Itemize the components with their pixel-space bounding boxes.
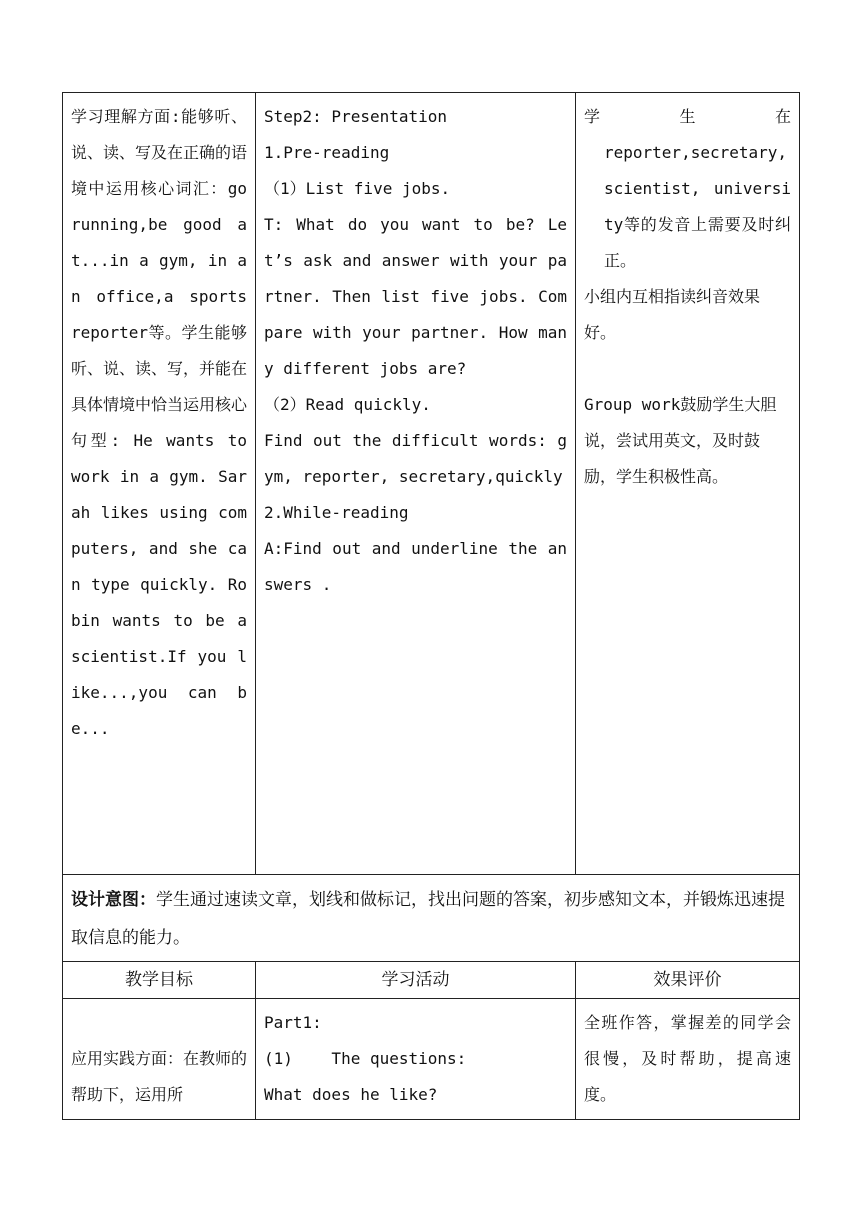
table-row [63, 93, 800, 875]
activity-line: （1）List five jobs. [264, 179, 451, 198]
activity-line: 1.Pre-reading [264, 143, 390, 162]
objective-cell [63, 999, 256, 1120]
activities-cell [256, 93, 576, 875]
lesson-plan-table [62, 92, 800, 1120]
evaluation-lead: 学 生 在 [584, 107, 791, 126]
objective-text: 应用实践方面：在教师的帮助下，运用所 [71, 1049, 248, 1104]
evaluation-text: reporter,secretary, scientist, university等的发音上需要及时纠正。 [604, 143, 791, 270]
design-intent-row [63, 875, 800, 962]
evaluation-text: 小组内互相指读纠音效果好。 [584, 287, 761, 342]
header-objective: 教学目标 [63, 962, 256, 999]
evaluation-text: 全班作答，掌握差的同学会很慢，及时帮助，提高速度。 [584, 1013, 791, 1104]
activity-line: T: What do you want to be? Let’s ask and answer with your partner. Then list five jobs. Compare with your partner. How many different jobs are? [264, 215, 567, 378]
evaluation-text: Group work鼓励学生大胆说，尝试用英文，及时鼓励，学生积极性高。 [584, 395, 777, 486]
activity-line: 2.While-reading [264, 503, 409, 522]
design-intent-cell [63, 875, 800, 962]
evaluation-cell [576, 999, 800, 1120]
evaluation-cell [576, 93, 800, 875]
activity-line: What does he like? [264, 1085, 438, 1104]
activity-line: Part1: [264, 1013, 322, 1032]
activity-line: A:Find out and underline the answers . [264, 539, 567, 594]
activity-line: Find out the difficult words: gym, reporter, secretary,quickly [264, 431, 567, 486]
header-activities: 学习活动 [256, 962, 576, 999]
activity-line: Step2: Presentation [264, 107, 448, 126]
activity-line: (1) The questions: [264, 1049, 467, 1068]
design-intent-text: 学生通过速读文章，划线和做标记，找出问题的答案，初步感知文本，并锻炼迅速提取信息的能力。 [71, 890, 785, 948]
activity-line: （2）Read quickly. [264, 395, 431, 414]
table-row [63, 999, 800, 1120]
design-intent-label: 设计意图： [71, 890, 156, 910]
header-evaluation: 效果评价 [576, 962, 800, 999]
objective-text: 学习理解方面:能够听、说、读、写及在正确的语境中运用核心词汇：go running,be good at...in a gym, in an office,a sports reporter等。学生能够听、说、读、写，并能在具体情境中恰当运用核心句型: He wants to work in a gym. Sarah likes using computers, and she can type quickly. Robin wants to be a scientist.If you like...,you can be... [71, 107, 248, 738]
objective-cell [63, 93, 256, 875]
activities-cell [256, 999, 576, 1120]
table-header-row [63, 962, 800, 999]
